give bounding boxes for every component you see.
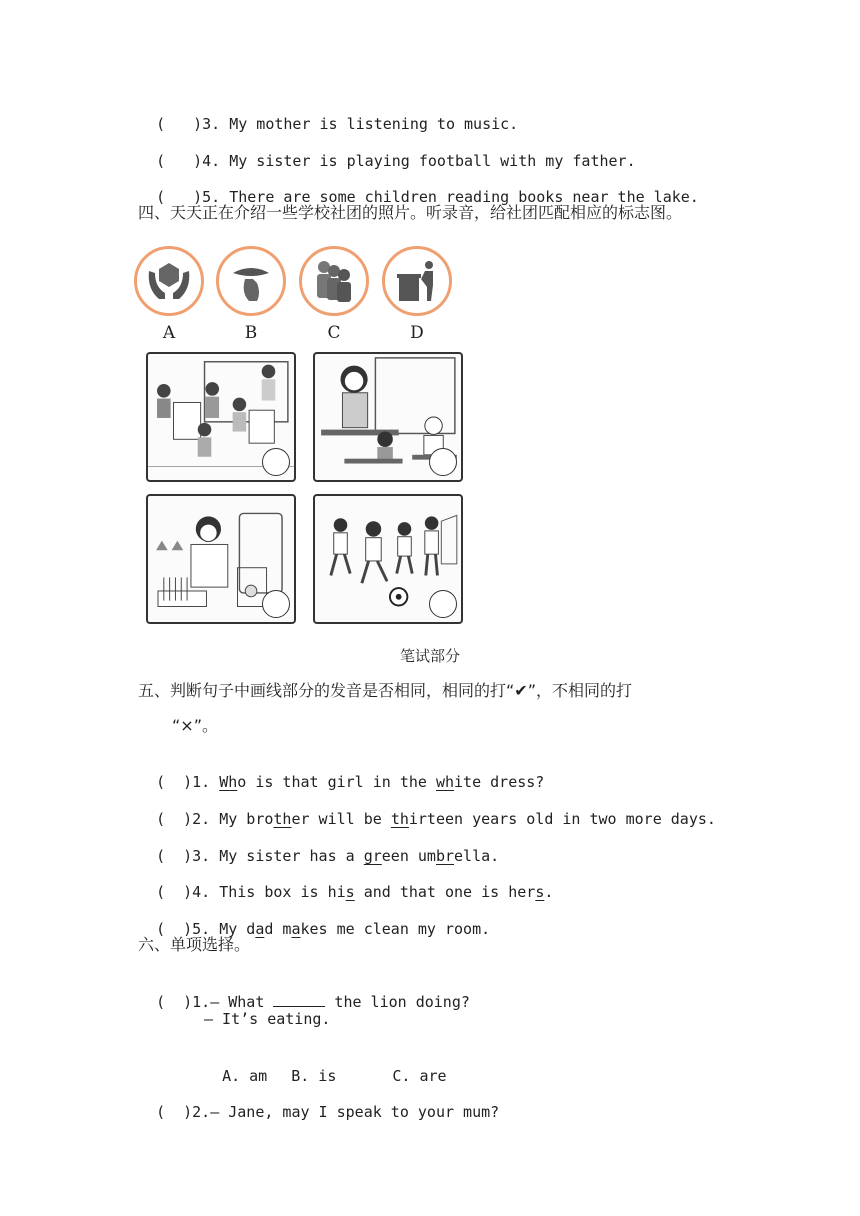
question-text: There are some children reading books near the lake. — [229, 188, 699, 206]
trash-bin-icon — [385, 249, 449, 313]
section-4-heading: 四、天天正在介绍一些学校社团的照片。听录音，给社团匹配相应的标志图。 — [138, 203, 683, 222]
question-5-2 — [138, 789, 716, 829]
question-6-1-answer: — It’s eating. — [204, 1010, 331, 1028]
answer-paren-close: ) — [183, 920, 193, 938]
question-number: 3. — [202, 115, 221, 133]
question-text: the lion doing? — [325, 993, 470, 1011]
logo-a — [134, 246, 204, 316]
question-6-2 — [138, 1082, 499, 1122]
text-seg: and that one is her — [354, 883, 536, 901]
question-number: 4. — [192, 883, 211, 901]
hand-lips-icon — [219, 249, 283, 313]
answer-paren-open[interactable]: ( — [156, 883, 166, 901]
underlined-seg: a — [255, 920, 265, 938]
hands-box-icon — [137, 249, 201, 313]
underlined-seg: th — [390, 810, 409, 828]
answer-paren-close: ) — [193, 152, 203, 170]
question-number: 5. — [202, 188, 221, 206]
question-number: 5. — [192, 920, 211, 938]
question-3-5 — [138, 167, 699, 207]
text-seg: een um — [381, 847, 436, 865]
text-seg: ella. — [454, 847, 500, 865]
answer-circle[interactable] — [262, 448, 290, 476]
answer-paren-open[interactable]: ( — [156, 115, 166, 133]
question-5-4 — [138, 862, 553, 902]
answer-paren-close: ) — [193, 188, 203, 206]
question-number: 3. — [192, 847, 211, 865]
text-seg: My bro — [219, 810, 274, 828]
question-number: 1. — [192, 993, 211, 1011]
football-photo — [313, 494, 463, 624]
answer-circle[interactable] — [262, 590, 290, 618]
answer-paren-close: ) — [193, 115, 203, 133]
science-lab-photo — [146, 494, 296, 624]
written-section-title: 笔试部分 — [399, 647, 460, 665]
section-5-heading-cont: “×”。 — [172, 716, 218, 735]
answer-paren-open[interactable]: ( — [156, 920, 166, 938]
text-seg: This box is hi — [219, 883, 346, 901]
option-b[interactable]: B. is — [291, 1067, 337, 1085]
logo-label-d: D — [410, 323, 424, 343]
answer-paren-open[interactable]: ( — [156, 847, 166, 865]
question-3-3 — [138, 94, 518, 134]
question-text: My sister is playing football with my father. — [229, 152, 636, 170]
text-seg: My d — [219, 920, 256, 938]
answer-circle[interactable] — [429, 448, 457, 476]
answer-paren-close: ) — [183, 773, 193, 791]
underlined-seg: Wh — [219, 773, 238, 791]
question-number: 2. — [192, 810, 211, 828]
art-class-photo — [146, 352, 296, 482]
option-a[interactable]: A. am — [222, 1067, 268, 1085]
answer-paren-open[interactable]: ( — [156, 993, 166, 1011]
logo-b — [216, 246, 286, 316]
answer-paren-open[interactable]: ( — [156, 1103, 166, 1121]
text-seg: kes me clean my room. — [300, 920, 491, 938]
question-3-4 — [138, 131, 636, 171]
people-group-icon — [302, 249, 366, 313]
answer-paren-close: ) — [183, 847, 193, 865]
question-number: 2. — [192, 1103, 211, 1121]
section-6-heading: 六、单项选择。 — [138, 935, 251, 954]
text-seg: My sister has a — [219, 847, 364, 865]
answer-paren-open[interactable]: ( — [156, 773, 166, 791]
question-6-1-options — [204, 1046, 447, 1086]
section-5-heading: 五、判断句子中画线部分的发音是否相同，相同的打“✔”，不相同的打 — [138, 681, 632, 700]
answer-paren-open[interactable]: ( — [156, 152, 166, 170]
answer-paren-open[interactable]: ( — [156, 810, 166, 828]
logo-d — [382, 246, 452, 316]
question-5-1 — [138, 752, 544, 792]
underlined-seg: a — [291, 920, 301, 938]
text-seg: d m — [264, 920, 292, 938]
question-text: My mother is listening to music. — [229, 115, 519, 133]
underlined-seg: gr — [363, 847, 382, 865]
text-seg: ite dress? — [454, 773, 545, 791]
fill-blank[interactable] — [273, 992, 325, 1007]
question-6-1 — [138, 972, 470, 1012]
question-number: 1. — [192, 773, 211, 791]
text-seg: irteen years old in two more days. — [408, 810, 716, 828]
underlined-seg: th — [273, 810, 292, 828]
answer-paren-close: ) — [183, 993, 193, 1011]
question-text: — Jane, may I speak to your mum? — [210, 1103, 500, 1121]
answer-paren-open[interactable]: ( — [156, 188, 166, 206]
text-seg: . — [544, 883, 554, 901]
underlined-seg: s — [345, 883, 355, 901]
question-5-5 — [138, 899, 490, 939]
question-number: 4. — [202, 152, 221, 170]
answer-paren-close: ) — [183, 810, 193, 828]
underlined-seg: s — [535, 883, 545, 901]
answer-paren-close: ) — [183, 883, 193, 901]
text-seg: er will be — [291, 810, 391, 828]
logo-label-a: A — [162, 323, 176, 343]
classroom-teacher-photo — [313, 352, 463, 482]
logo-label-c: C — [327, 323, 341, 343]
option-c[interactable]: C. are — [392, 1067, 447, 1085]
logo-c — [299, 246, 369, 316]
answer-circle[interactable] — [429, 590, 457, 618]
answer-paren-close: ) — [183, 1103, 193, 1121]
question-5-3 — [138, 826, 499, 866]
underlined-seg: br — [435, 847, 455, 865]
logo-label-b: B — [244, 323, 258, 343]
question-text: — What — [210, 993, 274, 1011]
underlined-seg: wh — [435, 773, 455, 791]
text-seg: o is that girl in the — [237, 773, 436, 791]
